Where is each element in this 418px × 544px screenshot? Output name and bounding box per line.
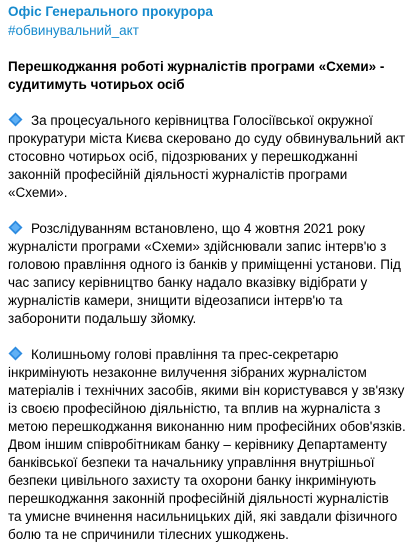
channel-name-link[interactable]: Офіс Генерального прокурора xyxy=(8,4,213,19)
blue-diamond-icon xyxy=(8,112,23,127)
post-paragraph-3 xyxy=(8,346,406,544)
paragraph-text: Розслідуванням встановлено, що 4 жовтня 2021 року журналісти програми «Схеми» здійснювали запис інтерв'ю з головою правління одного із банків у приміщенні установи. Під час запису керівництво банку надало вказівку відібрати у журналістів камери, знищити відеозаписи інтерв'ю та заборонити подальшу зйомку. xyxy=(8,221,401,326)
post-paragraph-1 xyxy=(8,112,406,202)
post-headline: Перешкоджання роботі журналістів програми «Схеми» - судитимуть чотирьох осіб xyxy=(8,59,385,92)
paragraph-text: За процесуального керівництва Голосіївської окружної прокуратури міста Києва скеровано до суду обвинувальний акт стосовно чотирьох осіб, підозрюваних у перешкоджанні законній професійній діяльності журналістів програми «Схеми». xyxy=(8,113,406,200)
hashtag-link[interactable]: #обвинувальний_акт xyxy=(8,23,139,38)
post-paragraph-2 xyxy=(8,220,406,328)
blue-diamond-icon xyxy=(8,346,23,361)
blue-diamond-icon xyxy=(8,220,23,235)
paragraph-text: Колишньому голові правління та прес-секретарю інкримінують незаконне вилучення зібраних журналістом матеріалів і технічних засобів, якими він користувався у зв'язку із своєю професійною діяльністю, та вплив на журналіста з метою перешкоджання виконанню ним професійних обов'язків. Двом іншим співробітникам банку – керівнику Департаменту банківської безпеки та начальнику управління внутрішньої безпеки цивільного захисту та охорони банку інкримінують перешкоджання законній професійній діяльності журналістів та умисне вчинення насильницьких дій, які завдали фізичного болю та не спричинили тілесних ушкоджень. xyxy=(8,347,406,542)
